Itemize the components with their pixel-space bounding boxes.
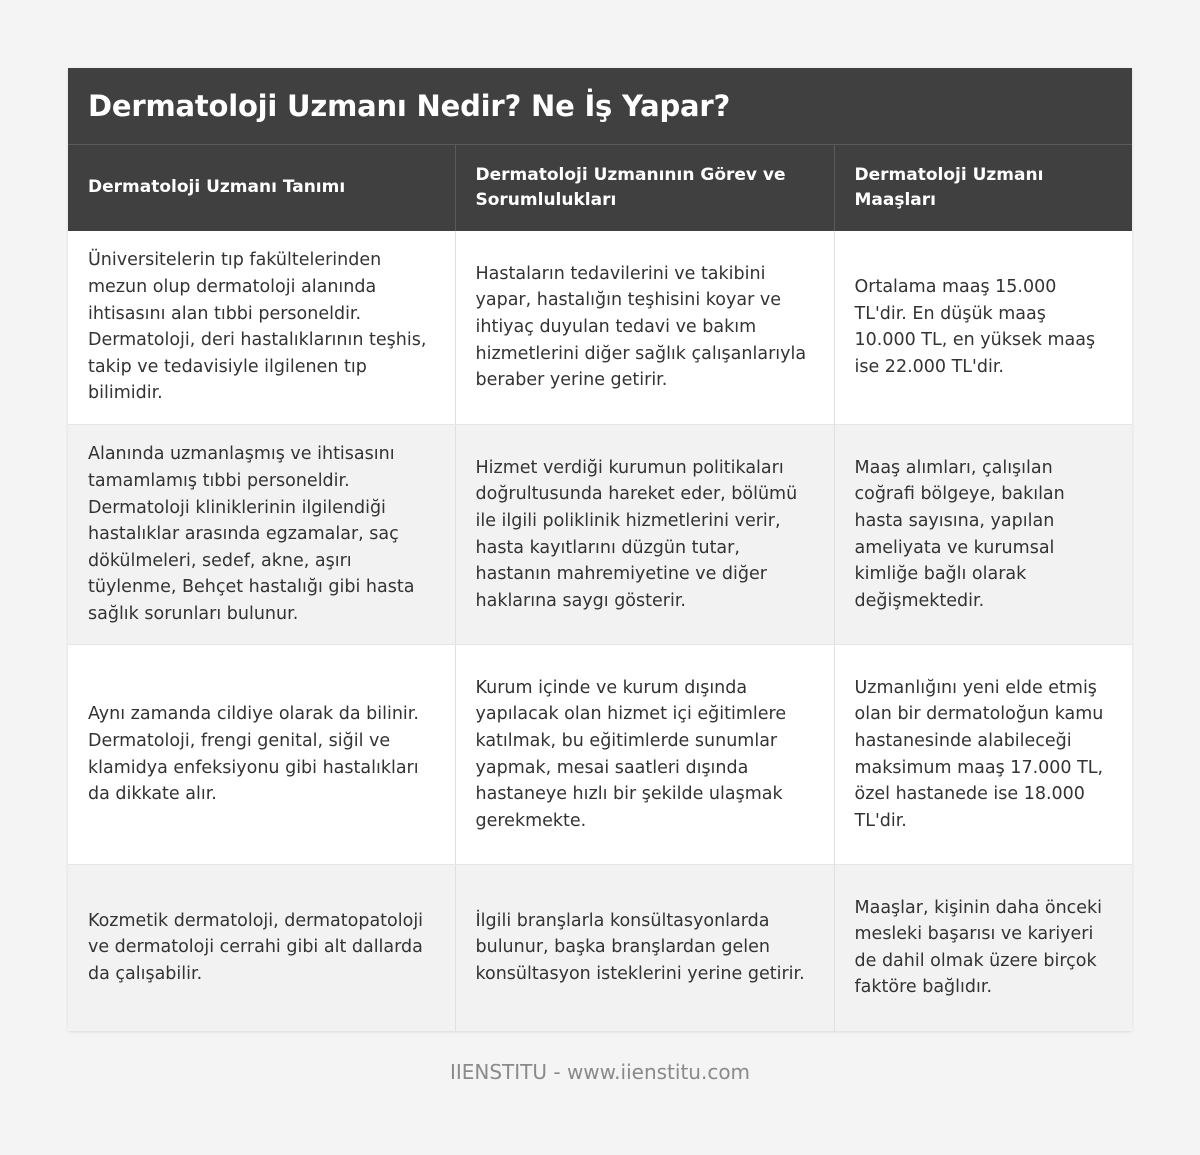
table-row [68,425,1132,645]
content-card [68,68,1132,1031]
table-cell: Maaşlar, kişinin daha önceki mesleki başarısı ve kariyeri de dahil olmak üzere birçok faktöre bağlıdır. [834,865,1132,1031]
table-cell: Hastaların tedavilerini ve takibini yapar, hastalığın teşhisini koyar ve ihtiyaç duyulan tedavi ve bakım hizmetlerini diğer sağlık çalışanlarıyla beraber yerine getirir. [455,231,834,425]
table-row [68,645,1132,865]
footer-credit: IIENSTITU - www.iienstitu.com [449,1060,751,1084]
table-header-row [68,145,1132,231]
table-cell: Hizmet verdiği kurumun politikaları doğrultusunda hareket eder, bölümü ile ilgili poliklinik hizmetlerini verir, hasta kayıtlarını düzgün tutar, hastanın mahremiyetine ve diğer haklarına saygı gösterir. [455,425,834,645]
table-cell: Ortalama maaş 15.000 TL'dir. En düşük maaş 10.000 TL, en yüksek maaş ise 22.000 TL'dir. [834,231,1132,425]
column-header-duties: Dermatoloji Uzmanının Görev ve Sorumlulukları [455,145,834,231]
page-title: Dermatoloji Uzmanı Nedir? Ne İş Yapar? [68,68,1132,144]
table-cell: Üniversitelerin tıp fakültelerinden mezun olup dermatoloji alanında ihtisasını alan tıbbi personeldir. Dermatoloji, deri hastalıklarının teşhis, takip ve tedavisiyle ilgilenen tıp bilimidir. [68,231,455,425]
table-cell: Maaş alımları, çalışılan coğrafi bölgeye, bakılan hasta sayısına, yapılan ameliyata ve kurumsal kimliğe bağlı olarak değişmektedir. [834,425,1132,645]
table-cell: İlgili branşlarla konsültasyonlarda bulunur, başka branşlardan gelen konsültasyon isteklerini yerine getirir. [455,865,834,1031]
table-cell: Kozmetik dermatoloji, dermatopatoloji ve dermatoloji cerrahi gibi alt dallarda da çalışabilir. [68,865,455,1031]
table-cell: Kurum içinde ve kurum dışında yapılacak olan hizmet içi eğitimlere katılmak, bu eğitimlerde sunumlar yapmak, mesai saatleri dışında hastaneye hızlı bir şekilde ulaşmak gerekmekte. [455,645,834,865]
column-header-definition: Dermatoloji Uzmanı Tanımı [68,145,455,231]
table-cell: Alanında uzmanlaşmış ve ihtisasını tamamlamış tıbbi personeldir. Dermatoloji kliniklerinin ilgilendiği hastalıklar arasında egzamalar, saç dökülmeleri, sedef, akne, aşırı tüylenme, Behçet hastalığı gibi hasta sağlık sorunları bulunur. [68,425,455,645]
table-row [68,865,1132,1031]
table-row [68,231,1132,425]
info-table [68,144,1132,1031]
column-header-salaries: Dermatoloji Uzmanı Maaşları [834,145,1132,231]
table-cell: Uzmanlığını yeni elde etmiş olan bir dermatoloğun kamu hastanesinde alabileceği maksimum maaş 17.000 TL, özel hastanede ise 18.000 TL'dir. [834,645,1132,865]
table-cell: Aynı zamanda cildiye olarak da bilinir. Dermatoloji, frengi genital, siğil ve klamidya enfeksiyonu gibi hastalıkları da dikkate alır. [68,645,455,865]
